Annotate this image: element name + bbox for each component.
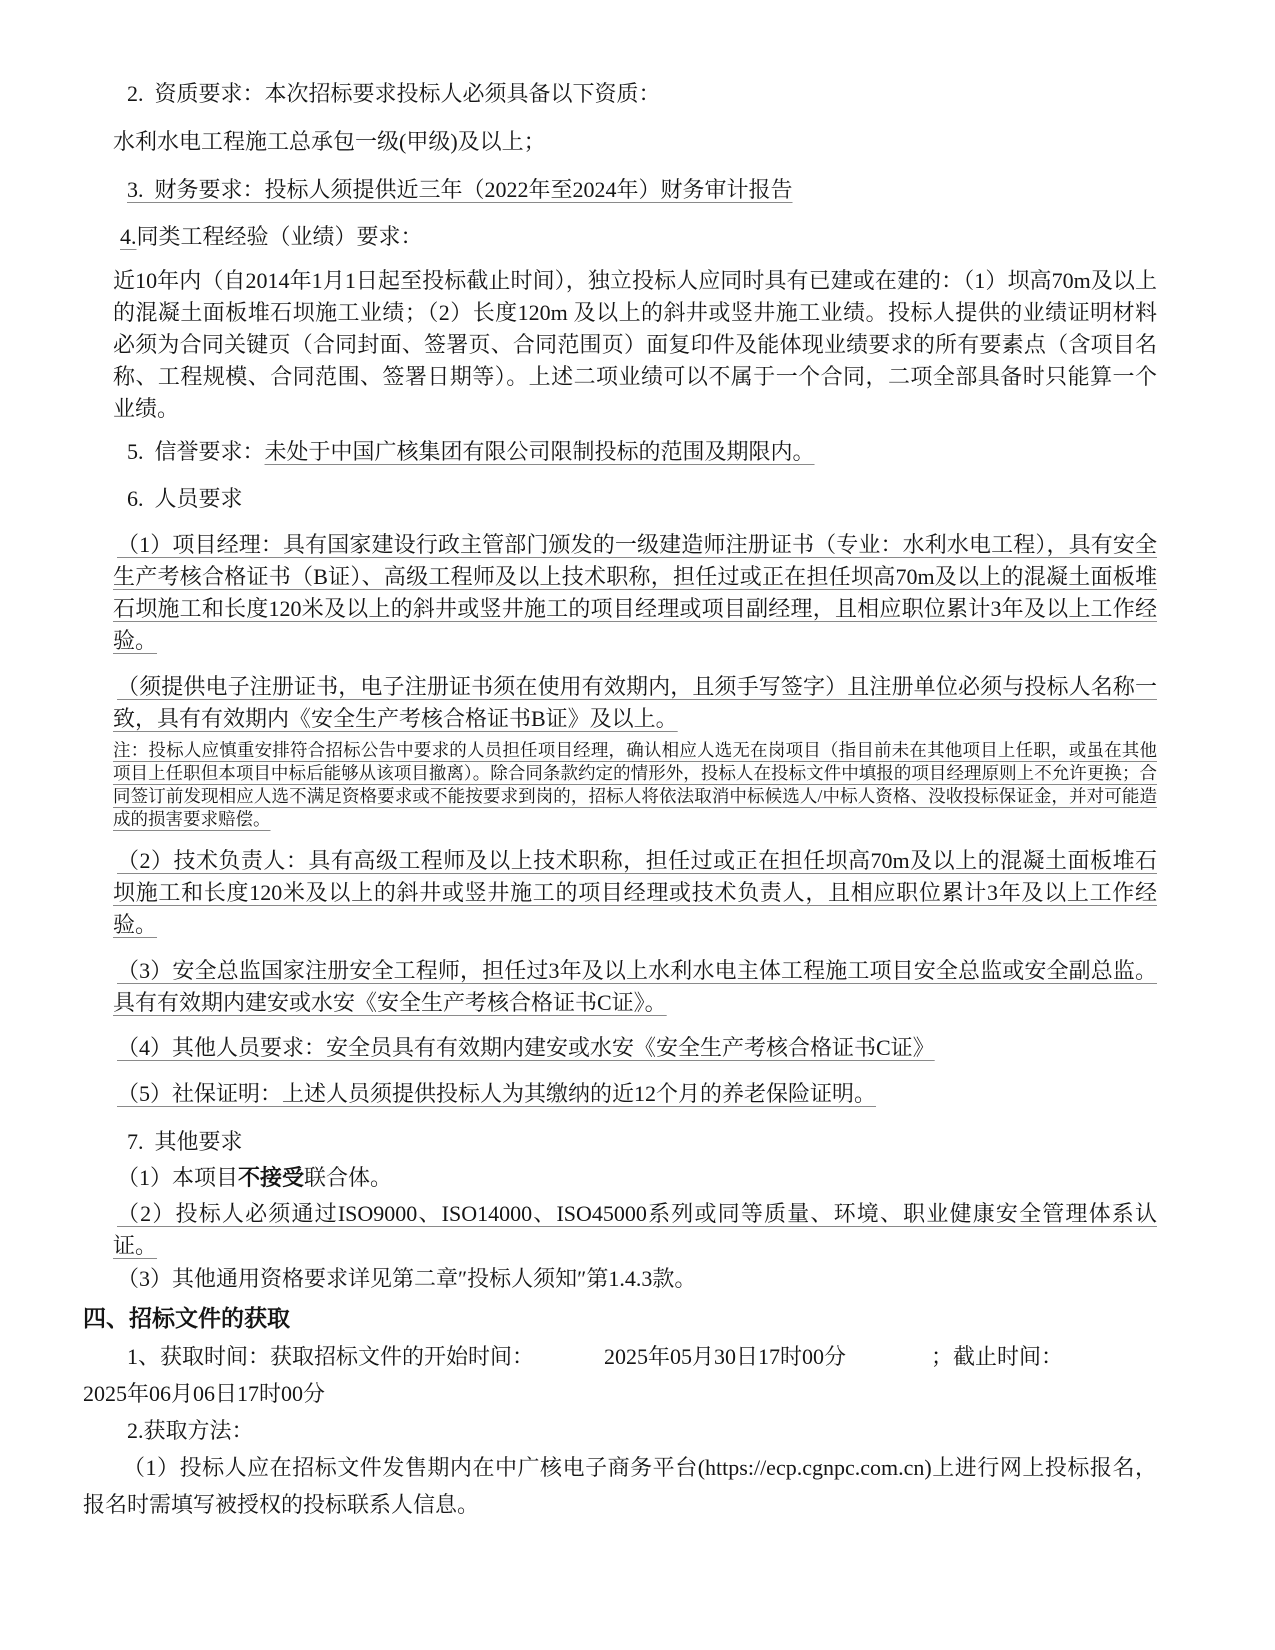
acquire-method-line xyxy=(83,1412,1157,1449)
item-7-2-iso-certification xyxy=(113,1198,1157,1262)
acquire-time-label: 1、获取时间：获取招标文件的开始时间： xyxy=(127,1344,535,1369)
section-qualification-requirements xyxy=(113,78,1157,1295)
item-5-underlined-text: 未处于中国广核集团有限公司限制投标的范围及期限内。 xyxy=(264,439,815,464)
item-7-text: 7. 其他要求 xyxy=(127,1129,243,1154)
other-personnel-paragraph xyxy=(113,1032,1157,1064)
item-3-text: 3. 财务要求：投标人须提供近三年（2022年至2024年）财务审计报告 xyxy=(127,177,793,202)
item-7-other-requirements xyxy=(127,1126,1157,1158)
item-7-2-text: （2）投标人必须通过ISO9000、ISO14000、ISO45000系列或同等质量、环境、职业健康安全管理体系认证。 xyxy=(113,1201,1157,1258)
acquire-time-start-value: 2025年05月30日17时00分 xyxy=(604,1344,847,1369)
item-5-credit-requirement xyxy=(127,436,1157,468)
item-2-qualification-requirement xyxy=(127,78,1157,110)
item-7-1-pre-text: （1）本项目 xyxy=(117,1165,239,1190)
item-7-3-text: （3）其他通用资格要求详见第二章″投标人须知″第1.4.3款。 xyxy=(117,1266,697,1291)
certificate-paragraph xyxy=(113,671,1157,735)
technical-leader-text: （2）技术负责人：具有高级工程师及以上技术职称，担任过或正在担任坝高70m及以上的混凝土面板堆石坝施工和长度120米及以上的斜井或竖井施工的项目经理或技术负责人，且相应职位累计3年及以上工作经验。 xyxy=(113,848,1157,937)
item-6-personnel-requirement xyxy=(127,483,1157,515)
qualification-grade-text: 水利水电工程施工总承包一级(甲级)及以上； xyxy=(113,129,546,154)
item-4-experience-requirement xyxy=(120,221,1157,253)
acquire-time-end-value: 2025年06月06日17时00分 xyxy=(83,1381,326,1406)
item-3-financial-requirement xyxy=(127,174,1157,206)
acquire-time-tail: ；截止时间： xyxy=(931,1344,1064,1369)
method-detail-paragraph xyxy=(83,1449,1157,1523)
safety-director-paragraph xyxy=(113,955,1157,1019)
item-4-number: 4. xyxy=(120,224,137,249)
method-detail-text: （1）投标人应在招标文件发售期内在中广核电子商务平台(https://ecp.cgnpc.com.cn)上进行网上投标报名，报名时需填写被授权的投标联系人信息。 xyxy=(83,1455,1157,1517)
item-2-text: 2. 资质要求：本次招标要求投标人必须具备以下资质： xyxy=(127,81,661,106)
acquire-time-end-line xyxy=(83,1375,1157,1412)
note-paragraph xyxy=(113,739,1157,831)
item-4-text: 同类工程经验（业绩）要求： xyxy=(136,224,423,249)
item-7-1-no-consortium xyxy=(113,1162,1157,1194)
qualification-grade-line xyxy=(113,126,1157,158)
other-personnel-text: （4）其他人员要求：安全员具有有效期内建安或水安《安全生产考核合格证书C证》 xyxy=(117,1035,935,1060)
item-7-1-post-text: 联合体。 xyxy=(304,1165,393,1190)
project-manager-paragraph xyxy=(113,529,1157,657)
social-security-text: （5）社保证明：上述人员须提供投标人为其缴纳的近12个月的养老保险证明。 xyxy=(117,1081,877,1106)
acquire-time-line xyxy=(83,1338,1157,1375)
experience-detail-text: 近10年内（自2014年1月1日起至投标截止时间），独立投标人应同时具有已建或在建的：（1）坝高70m及以上的混凝土面板堆石坝施工业绩；（2）长度120m 及以上的斜井或竖井施工业绩。投标人提供的业绩证明材料必须为合同关键页（合同封面、签署页、合同范围页）面复印件及能体现业绩要求的所有要素点（含项目名称、工程规模、合同范围、签署日期等）。上述二项业绩可以不属于一个合同，二项全部具备时只能算一个业绩。 xyxy=(113,268,1157,421)
technical-leader-paragraph xyxy=(113,845,1157,941)
experience-detail-paragraph xyxy=(113,265,1157,425)
section-document-acquisition xyxy=(83,1301,1157,1523)
section-4-heading-text: 四、招标文件的获取 xyxy=(83,1305,290,1331)
item-5-label: 5. 信誉要求： xyxy=(127,439,265,464)
acquire-method-text: 2.获取方法： xyxy=(127,1418,254,1443)
item-7-1-bold-text: 不接受 xyxy=(238,1165,305,1190)
project-manager-text: （1）项目经理：具有国家建设行政主管部门颁发的一级建造师注册证书（专业：水利水电工程），具有安全生产考核合格证书（B证）、高级工程师及以上技术职称，担任过或正在担任坝高70m及以上的混凝土面板堆石坝施工和长度120米及以上的斜井或竖井施工的项目经理或项目副经理，且相应职位累计3年及以上工作经验。 xyxy=(113,532,1157,653)
section-4-heading xyxy=(83,1301,1157,1335)
note-text: 注：投标人应慎重安排符合招标公告中要求的人员担任项目经理，确认相应人选无在岗项目（指目前未在其他项目上任职，或虽在其他项目上任职但本项目中标后能够从该项目撤离）。除合同条款约定的情形外，投标人在投标文件中填报的项目经理原则上不允许更换；合同签订前发现相应人选不满足资格要求或不能按要求到岗的，招标人将依法取消中标候选人/中标人资格、没收投标保证金，并对可能造成的损害要求赔偿。 xyxy=(113,740,1157,829)
safety-director-text: （3）安全总监国家注册安全工程师，担任过3年及以上水利水电主体工程施工项目安全总监或安全副总监。具有有效期内建安或水安《安全生产考核合格证书C证》。 xyxy=(113,958,1157,1015)
certificate-text: （须提供电子注册证书，电子注册证书须在使用有效期内，且须手写签字）且注册单位必须与投标人名称一致，具有有效期内《安全生产考核合格证书B证》及以上。 xyxy=(113,674,1157,731)
social-security-paragraph xyxy=(113,1078,1157,1110)
item-7-3-general-qualification xyxy=(113,1263,1157,1295)
item-6-text: 6. 人员要求 xyxy=(127,486,243,511)
